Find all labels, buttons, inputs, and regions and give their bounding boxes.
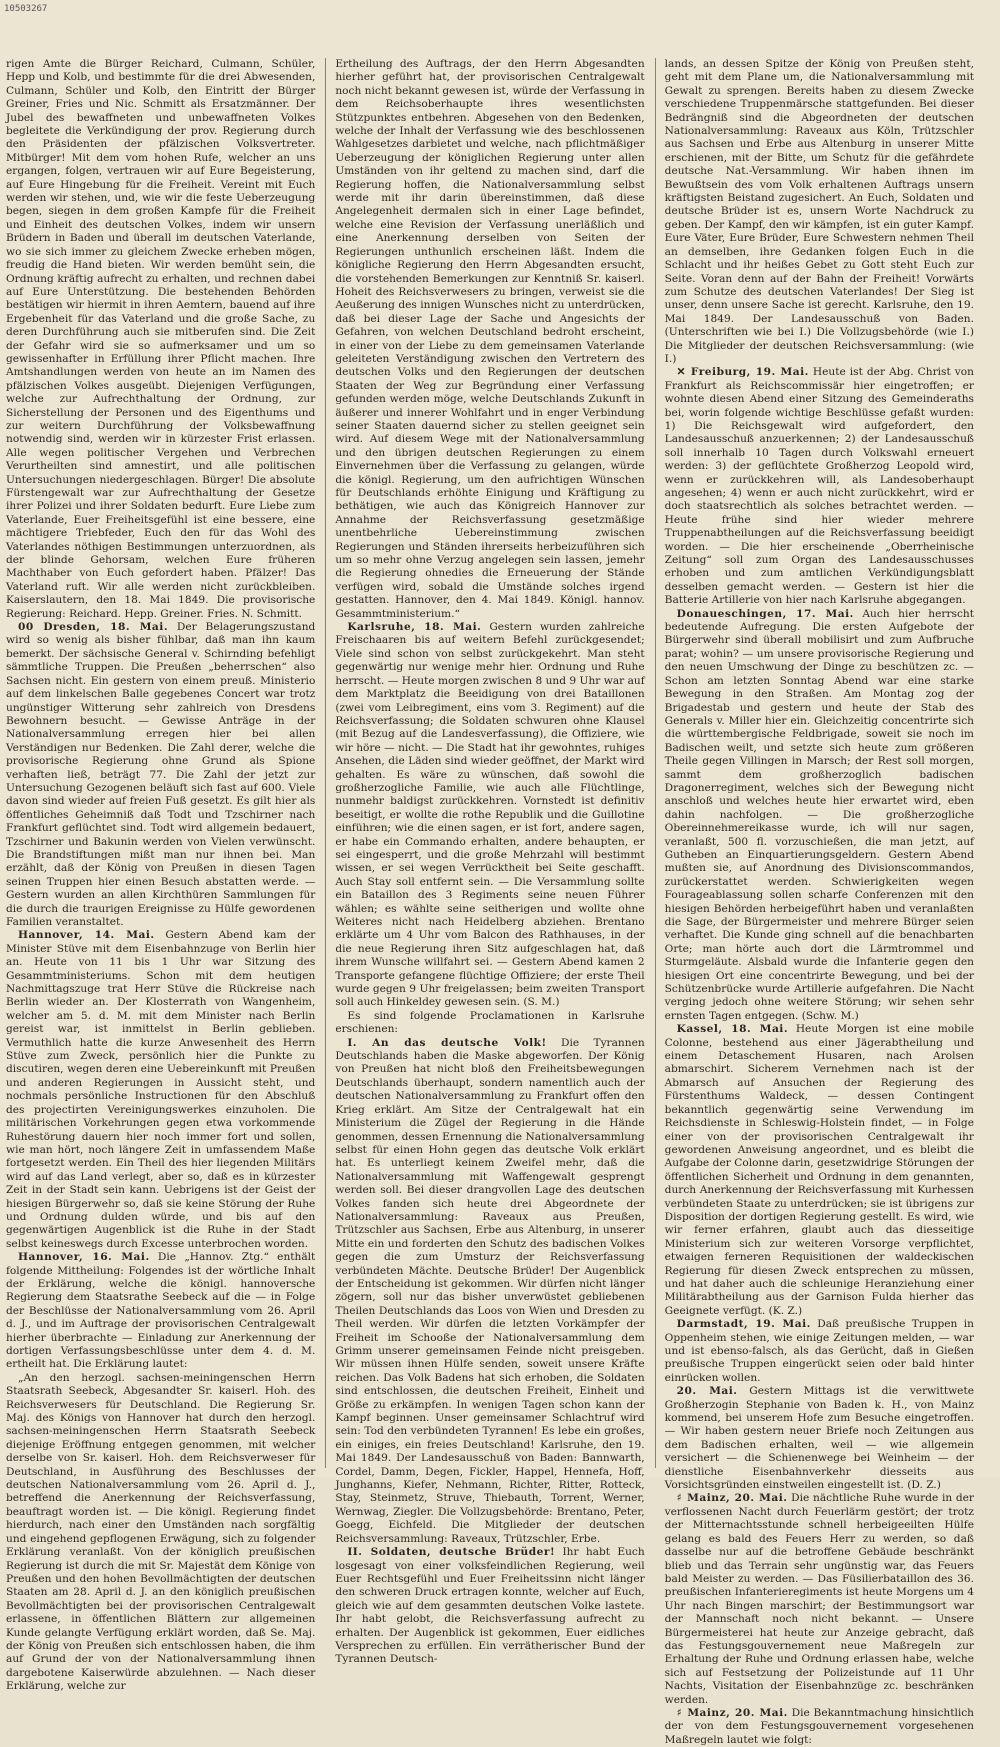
article-paragraph [6, 1372, 315, 1694]
article-paragraph [665, 1023, 974, 1318]
article-dateline: ♯ Mainz, 20. Mai. [676, 1492, 788, 1505]
article-paragraph [665, 1492, 974, 1707]
article-paragraph [6, 1251, 315, 1372]
article-text: Gestern Abend kam der Minister Stüve mit dem Eisenbahnzuge von Berlin hier an. Heute von 11 bis 1 Uhr war Sitzung des Gesammtministeriums. Schon mit dem heutigen Nachmittagszuge trat Herr Stüve die Rückreise nach Berlin wieder an. Der Klosterrath von Wangenheim, welcher am 5. d. M. mit dem Minister nach Berlin gereist war, ist inmittelst in Berlin geblieben. Vermuthlich hatte die kurze Anwesenheit des Herrn Stüve zum Zweck, persönlich hier die Punkte zu discutiren, wegen deren eine Uebereinkunft mit Preußen und anderen Regierungen in Aussicht steht, und nochmals persönliche Instructionen für den Abschluß des projectirten Vereinigungswerkes einzuholen. Die militärischen Vorkehrungen gegen etwa vorkommende Ruhestörung dauern hier noch immer fort und sollen, wie man hört, noch längere Zeit in umfassendem Maße fortgesetzt werden. Ein Theil des hier liegenden Militärs wird auf das Land verlegt, aber so, daß es in kürzester Zeit in der Stadt sein kann. Uebrigens ist der Geist der hiesigen Bürgerwehr so, daß sie keine Störung der Ruhe und Ordnung dulden würde, und bis auf den gegenwärtigen Augenblick ist die Ruhe in der Stadt selbst keineswegs durch Excesse unterbrochen worden. [6, 929, 316, 1250]
article-dateline: 20. Mai. [676, 1385, 738, 1398]
article-paragraph [335, 1037, 644, 1546]
article-dateline: 00 Dresden, 18. Mai. [18, 621, 169, 634]
page-id: 10503267 [4, 4, 48, 14]
article-text: Auch hier herrscht bedeutende Aufregung. Die ersten Aufgebote der Bürgerwehr sind überall mobilisirt und zum Aufbruche parat; wohin? — um unsere provisorische Regierung und den neuen Umschwung der Dinge zu beschützen zc. — Schon am letzten Sonntag Abend war eine starke Bewegung in den Straßen. Am Montag zog der Brigadestab und gestern und heute der Stab des Generals v. Miller hier ein. Gleichzeitig concentrirte sich die württembergische Feldbrigade, soweit sie noch im Badischen weilt, und setzte sich heute zum größeren Theile gegen Villingen in Marsch; der Rest soll morgen, sammt dem großherzoglich badischen Dragonerregiment, welches sich der Bewegung nicht anschloß und welches heute hier erwartet wird, eben dahin nachfolgen. — Die großherzogliche Obereinnehmereikasse wurde, ich will nur sagen, veranlaßt, 500 fl. vorzuschießen, die man jetzt, auf Gutheben an Einquartierungsgeldern. Gestern Abend mußten sie, auf Anordnung des Divisionscommandos, zurückerstattet werden. Schwierigkeiten wegen Fourageablassung sollen scharfe Conferenzen mit den hiesigen Behörden herbeigeführt haben und veranlaßten die Sage, der Bürgermeister und mehrere Bürger seien verhaftet. Die Kunde ging schnell auf die benachbarten Orte; man hörte auch dort die Lärmtrommel und Sturmgeläute. Alsbald wurde die Infanterie gegen den hiesigen Ort eine concentrirte Bewegung, und bei der Schützenbrücke wurde Artillerie aufgefahren. Die Nacht verging jedoch ohne weitere Störung; wir sehen sehr ernsten Tagen entgegen. (Schw. M.) [664, 607, 974, 1022]
article-paragraph [665, 608, 974, 1024]
article-text: Die nächtliche Ruhe wurde in der verflossenen Nacht durch Feuerlärm gestört; der trotz der Mitternachtsstunde schnell herbeigeeilten Hülfe gelang es bald des Feuers Herr zu werden, so daß dasselbe nur auf die betroffene Gebäude beschränkt blieb und das Terrain sehr ungünstig war, das Feuers bald Meister zu werden. — Das Füsilierbataillon des 36. preußischen Infanterieregiments ist heute Morgens um 4 Uhr nach Bingen marschirt; der Bestimmungsort war der Mannschaft noch nicht bekannt. — Unsere Bürgermeisterei hat heute zur Anzeige gebracht, daß das Festungsgouvernement neue Maßregeln zur Erhaltung der Ruhe und Ordnung erlassen habe, welche sich auf Festsetzung der Polizeistunde auf 11 Uhr Nachts, Visitation der Eisenbahnzüge zc. beschränken werden. [664, 1492, 974, 1706]
article-dateline: Darmstadt, 19. Mai. [676, 1318, 811, 1331]
article-text: Gestern Mittags ist die verwittwete Großherzogin Stephanie von Baden k. H., von Mainz kommend, bei unserem Hofe zum Besuche eingetroffen. — Wir haben gestern neuer Briefe noch Zeitungen aus dem Badischen erhalten, weil — wie allgemein versichert — die Schienenwege bei Weinheim — der dienstliche Eisenbahnverkehr diesseits aus Vorsichtsgründen einstweilen eingestellt ist. (D. Z.) [664, 1385, 974, 1492]
article-text: rigen Amte die Bürger Reichard, Culmann, Schüler, Hepp und Kolb, und bestimmte für die drei Abwesenden, Culmann, Schüler und Kolb, den Eintritt der Bürger Greiner, Fries und Nic. Schmitt als Ersatzmänner. Der Jubel des bewaffneten und unbewaffneten Volkes begleitete die Verkündigung der prov. Regierung durch den Präsidenten der pfälzischen Volksvertreter. Mitbürger! Mit dem vom hohen Rufe, welcher an uns ergangen, folgen, vertrauen wir auf Eure Begeisterung, auf Eure Hingebung für die Freiheit. Vereint mit Euch werden wir stehen, und, wie wir die feste Ueberzeugung begen, siegen in dem großen Kampfe für die Freiheit und Einheit des deutschen Volkes, indem wir unsern Brüdern in Baden und überall im deutschen Vaterlande, wo sie sich immer zu gleichem Zwecke erheben mögen, freudig die Hand bieten. Wir werden bemüht sein, die Ordnung kräftig aufrecht zu erhalten, und rechnen dabei auf Eure Unterstützung. Die bestehenden Behörden bestätigen wir hiermit in ihren Aemtern, bauend auf ihre Ergebenheit für das Vaterland und die große Sache, zu deren Durchführung auch sie mitberufen sind. Die Zeit der Gefahr wird sie so aufmerksamer und um so gewissenhafter in Erfüllung ihrer Pflicht machen. Ihre Amtshandlungen werden von heute an im Namen des pfälzischen Volkes ausgeübt. Diejenigen Verfügungen, welche zur Aufrechthaltung der Ordnung, zur Sicherstellung der Personen und des Eigenthums und zur weitern Durchführung der Volksbewaffnung notwendig sind, werden wir in kürzester Frist erlassen. Alle wegen politischer Vergehen und Verbrechen Verurtheilten sind amnestirt, und alle politischen Untersuchungen niedergeschlagen. Bürger! Die absolute Fürstengewalt war zur Aufrechthaltung der Gesetze ihrer Polizei und ihrer Soldaten bedurft. Eure Liebe zum Vaterlande, Euer Freiheitsgefühl ist eine bessere, eine mächtigere Triebfeder, Euch den für das Wohl des Vaterlandes nöthigen Bestimmungen unterzuordnen, als der blinde Gehorsam, welchen Eure früheren Machthaber von Euch gefordert haben. Pfälzer! Das Vaterland ruft. Wir alle werden nicht zurückbleiben. Kaiserslautern, den 18. Mai 1849. Die provisorische Regierung: Reichard. Hepp. Greiner. Fries. N. Schmitt. [6, 58, 316, 620]
article-paragraph [335, 621, 644, 1010]
article-paragraph [6, 58, 315, 621]
column-3 [655, 58, 974, 1746]
article-paragraph [665, 1385, 974, 1492]
article-dateline: ♯ Mainz, 20. Mai. [676, 1706, 788, 1719]
columns [6, 58, 974, 1746]
article-dateline: Hannover, 16. Mai. [18, 1251, 150, 1264]
article-dateline: Hannover, 14. Mai. [18, 929, 155, 942]
article-text: „An den herzogl. sachsen-meiningenschen Herrn Staatsrath Seebeck, Abgesandter Sr. kaiserl. Hoh. des Reichsverwesers für Deutschland. Die Regierung Sr. Maj. des Königs von Hannover hat durch den herzogl. sachsen-meiningenschen Herrn Staatsrath Seebeck diejenige Eröffnung entgegen genommen, mit welcher derselbe von Sr. kaiserl. Hoh. dem Reichsverweser für Deutschland, in Ausführung des Beschlusses der deutschen Nationalversammlung vom 26. April d. J., betreffend die Anerkennung der Reichsverfassung, beauftragt worden ist. — Die königl. Regierung findet hierdurch, nach einer den Umständen nach sorgfältig und eingehend gepflogenen Erwägung, sich zu folgender Erklärung veranlaßt. Von der königlich preußischen Regierung ist durch die mit Sr. Majestät dem Könige von Preußen und den hohen Bevollmächtigten der deutschen Staaten am 28. April d. J. an den königlich preußischen Bevollmächtigten bei der provisorischen Centralgewalt erlassene, in öffentlichen Blättern zur allgemeinen Kunde gelangte Verfügung erklärt worden, daß Se. Maj. der König von Preußen sich entschlossen haben, die ihm auf Grund der von der Nationalversammlung ihnen dargebotene Kaiserwürde abzulehnen. — Nach dieser Erklärung, welche zur [6, 1371, 316, 1693]
article-dateline: Donaueschingen, 17. Mai. [676, 607, 854, 620]
article-text: Heute Morgen ist eine mobile Colonne, bestehend aus einer Jägerabtheilung und einem Detaschement Husaren, nach Arolsen abmarschirt. Sicherem Vernehmen nach ist der Abmarsch auf Ansuchen der Regierung des Fürstenthums Waldeck, — dessen Contingent bekanntlich gegenwärtig seine Verwendung im Reichsdienste in Schleswig-Holstein findet, — in Folge einer von der provisorischen Centralgewalt ihr gewordenen Anweisung angeordnet, und es bleibt die Aufgabe der Colonne darin, gesetzwidrige Störungen der öffentlichen Sicherheit und Ordnung in dem genannten, durch Anerkennung der Reichsverfassung mit Kurhessen verbündeten Staate zu unterdrücken; sie ist übrigens zur Disposition der dortigen Regierung gestellt. Es wird, wie wir ferner erfahren, glaubt auch das diesseitige Ministerium sich zur weiteren Vorsorge verpflichtet, etwaigen ferneren Requisitionen der waldeckischen Regierung für diesen Zweck entsprechen zu müssen, und hat daher auch die schleunige Heranziehung einer Militärabtheilung aus der Garnison Fulda hierher das Geeignete verfügt. (K. Z.) [664, 1023, 974, 1317]
article-text: lands, an dessen Spitze der König von Preußen steht, geht mit dem Plane um, die Nationalversammlung mit Gewalt zu sprengen. Bereits haben zu diesem Zwecke verschiedene Truppenmärsche stattgefunden. Bei dieser Bedrängniß sind die Abgeordneten der deutschen Nationalversammlung: Raveaux aus Köln, Trützschler aus Sachsen und Erbe aus Altenburg in unserer Mitte erschienen, mit der Bitte, um Schutz für die gefährdete deutsche Nat.-Versammlung. Wir haben ihnen im Bewußtsein des vom Volk erhaltenen Auftrags unsern kräftigsten Beistand zugesichert. An Euch, Soldaten und deutsche Brüder ist es, unsern Worte Nachdruck zu geben. Der Kampf, den wir kämpfen, ist ein guter Kampf. Eure Väter, Eure Brüder, Eure Schwestern nehmen Theil an demselben, ihre Gedanken folgen Euch in die Schlacht und ihr heißes Gebet zu Gott steht Euch zur Seite. Voran denn auf der Bahn der Freiheit! Vorwärts zum Schutze des deutschen Vaterlandes! Der Sieg ist unser, denn unsere Sache ist gerecht. Karlsruhe, den 19. Mai 1849. Der Landesausschuß von Baden. (Unterschriften wie bei I.) Die Vollzugsbehörde (wie I.) Die Mitglieder der deutschen Reichsversammlung: (wie I.) [664, 58, 974, 365]
article-text: Ihr habt Euch losgesagt von einer volksfeindlichen Regierung, weil Euer Rechtsgefühl und Euer Freiheitssinn nicht länger den schweren Druck ertragen konnte, welcher auf Euch, gleich wie auf dem gesammten deutschen Volke lastete. Ihr habt gelobt, die Reichsverfassung aufrecht zu erhalten. Der Augenblick ist gekommen, Euer eidliches Versprechen zu erfüllen. Ein verrätherischer Bund der Tyrannen Deutsch- [335, 1546, 645, 1666]
article-paragraph [6, 621, 315, 929]
article-text: Die „Hannov. Ztg.“ enthält folgende Mittheilung: Folgendes ist der wörtliche Inhalt der Erklärung, welche die königl. hannoversche Regierung dem Staatsrathe Seebeck auf die — in Folge der Beschlüsse der Nationalversammlung vom 26. April d. J., und im Auftrage der provisorischen Centralgewalt hierher überbrachte — Einladung zur Anerkennung der dortigen Verfassungsbeschlüsse unter dem 4. d. M. ertheilt hat. Die Erklärung lautet: [6, 1251, 316, 1371]
article-paragraph [665, 58, 974, 366]
column-1 [6, 58, 316, 1693]
article-dateline: I. An das deutsche Volk! [347, 1036, 547, 1049]
column-2 [325, 58, 645, 1666]
article-dateline: Karlsruhe, 18. Mai. [347, 621, 482, 634]
article-paragraph [335, 1010, 644, 1037]
article-paragraph [665, 366, 974, 607]
article-text: Die Bekanntmachung hinsichtlich der von dem Festungsgouvernement vorgesehenen Maßregeln lautet wie folgt: [664, 1706, 974, 1746]
article-paragraph [335, 58, 644, 621]
article-dateline: ✕ Freiburg, 19. Mai. [676, 366, 809, 379]
article-paragraph [665, 1318, 974, 1385]
article-text: Daß preußische Truppen in Oppenheim stehen, wie einige Zeitungen melden, — war und ist ebenso-falsch, als das Gerücht, daß in Gießen preußische Truppen eingerückt seien oder bald hinter einrücken wollen. [664, 1318, 974, 1384]
article-paragraph [665, 1707, 974, 1747]
article-paragraph [6, 929, 315, 1251]
article-text: Ertheilung des Auftrags, der den Herrn Abgesandten hierher geführt hat, der provisorischen Centralgewalt noch nicht bekannt gewesen ist, würde der Verfassung in dem Reichsoberhaupte ihres wesentlichsten Stützpunktes entbehren. Abgesehen von den Bedenken, welche der Inhalt der Verfassung wie des beschlossenen Wahlgesetzes darbietet und welche, nach pflichtmäßiger Ueberzeugung der königlichen Regierung unter allen Umständen von ihr geltend zu machen sind, darf die Regierung hoffen, die Nationalversammlung selbst werde mit ihr darin übereinstimmen, daß diese Angelegenheit dermalen sich in einer Lage befindet, welche eine Revision der Verfassung unerläßlich und eine Anerkennung derselben von Seiten der Regierungen unthunlich erscheinen läßt. Indem die königliche Regierung den Herrn Abgesandten ersucht, die vorstehenden Bemerkungen zur Kenntniß Sr. kaiserl. Hoheit des Reichsverwesers zu bringen, verweist sie die Aeußerung des innigen Wunsches nicht zu unterdrücken, daß bei dieser Lage der Sache und Angesichts der Gefahren, von welchen Deutschland bedroht erscheint, in einer von der Liebe zu dem gemeinsamen Vaterlande geleiteten Verständigung zwischen den Vertretern des deutschen Volks und den Regierungen der deutschen Staaten der Weg zur Begründung einer Verfassung gefunden werden möge, welche Deutschlands Zukunft in äußerer und innerer Wohlfahrt und in enger Verbindung seiner Staaten dauernd sicher zu stellen geeignet sein wird. Auf diesem Wege mit der Nationalversammlung und den übrigen deutschen Regierungen zu einem Einvernehmen über die Verfassung zu gelangen, würde die königl. Regierung, um den aufrichtigen Wünschen für Deutschlands erhöhte Einigung und Kräftigung zu bethätigen, wie auch das Königreich Hannover zur Annahme der Reichsverfassung gesetzmäßige unentbehrliche Uebereinstimmung zwischen Regierungen und Ständen ihrerseits herbeizuführen sich um so mehr ohne Verzug angelegen sein lassen, jemehr die Regierung ohnedies die Erneuerung der Stände verfügen wird, sobald die Umstände solches irgend gestatten. Hannover, den 4. Mai 1849. Königl. hannov. Gesammtministerium.“ [335, 58, 645, 620]
article-text: Heute ist der Abg. Christ von Frankfurt als Reichscommissär hier eingetroffen; er wohnte diesen Abend einer Sitzung des Gemeinderaths bei, worin folgende wichtige Beschlüsse gefaßt wurden: 1) Die Reichsgewalt wird aufgefordert, den Landesausschuß anzuerkennen; 2) der Landesausschuß soll innerhalb 10 Tagen durch Volkswahl erneuert werden: 3) der geflüchtete Großherzog Leopold wird, wenn er zurückkehren will, als Landesoberhaupt angesehen; 4) wenn er auch nicht zurückkehrt, wird er doch staatsrechtlich als solches betrachtet werden. — Heute frühe sind hier wieder mehrere Truppenabtheilungen auf die Reichsverfassung beeidigt worden. — Die hier erscheinende „Oberrheinische Zeitung“ soll zum Organ des Landesausschusses erhoben und zum amtlichen Verkündigungsblatt desselben gemacht werden. — Gestern ist hier die Batterie Artillerie von hier nach Karlsruhe abgegangen. [664, 366, 974, 607]
article-text: Gestern wurden zahlreiche Freischaaren bis auf weitern Befehl zurückgesendet; Viele sind schon von selbst zurückgekehrt. Man steht gegenwärtig nur wenige mehr hier. Ordnung und Ruhe herrscht. — Heute morgen zwischen 8 und 9 Uhr war auf dem Marktplatz die Beeidigung von drei Bataillonen (zwei vom Leibregiment, eins vom 3. Regiment) auf die Reichsverfassung; die Soldaten schwuren ohne Klausel (mit Bezug auf die Landesverfassung), die Offiziere, wie wir höre — nicht. — Die Stadt hat ihr gewohntes, ruhiges Ansehen, die Läden sind wieder geöffnet, der Markt wird gehalten. Es wäre zu wünschen, daß sowohl die großherzogliche Familie, wie auch alle Flüchtlinge, nunmehr baldigst zurückkehren. Vornstedt ist definitiv beseitigt, er wollte die rothe Republik und die Guillotine einführen; wie die einen sagen, er ist fort, andere sagen, er habe ein Commando erhalten, andere behaupten, er sei eingesperrt, und die große Mehrzahl will bestimmt wissen, er sei wegen Verrücktheit bei Seite geschafft. Auch Stay soll entfernt sein. — Die Versammlung sollte ein Bataillon des 3 Regiments seine neuen Führer wählen; es wählte seine seitherigen und wollte ohne Weiteres nicht nach Heidelberg abziehen. Brentano erklärte um 4 Uhr vom Balcon des Rathhauses, in der die neue Regierung ihren Sitz aufgeschlagen hat, daß ihrem Wunsche willfahrt sei. — Gestern Abend kamen 2 Transporte gefangene flüchtige Offiziere; der erste Theil wurde gegen 9 Uhr freigelassen; beim zweiten Transport soll auch Hinkeldey gewesen sein. (S. M.) [335, 621, 645, 1009]
article-dateline: II. Soldaten, deutsche Brüder! [347, 1546, 556, 1559]
article-text: Der Belagerungszustand wird so wenig als bisher fühlbar, daß man ihn kaum bemerkt. Der sächsische General v. Schirnding befehligt sämmtliche Truppen. Die Preußen „beherrschen“ also Sachsen nicht. Ein gestern von einem preuß. Ministerio auf dem linkelschen Balle gegebenes Concert war trotz ungünstiger Witterung sehr zahlreich von Dresdens Bewohnern besucht. — Gewisse Anträge in der Nationalversammlung erregen hier bei allen Verständigen nur Bedenken. Die Zahl derer, welche die provisorische Regierung ohne Grund als Spione verhaften ließ, beträgt 77. Die Zahl der jetzt zur Untersuchung Gezogenen beläuft sich fast auf 600. Viele davon sind wieder auf freien Fuß gesetzt. Es gilt hier als öffentliches Geheimniß daß Todt und Tzschirner nach Frankfurt geflüchtet sind. Todt wird allgemein bedauert, Tzschirner und Bakunin werden von Vielen verwünscht. Die Brandstiftungen mißt man nur ihnen bei. Man erzählt, daß der König von Preußen in diesen Tagen seinen Truppen hier einen Besuch abstatten werde. — Gestern wurden an allen Kirchthüren Sammlungen für die durch die traurigen Ereignisse zu Hülfe gewordenen Familien veranstaltet. [6, 621, 316, 928]
article-paragraph [335, 1546, 644, 1667]
article-text: Die Tyrannen Deutschlands haben die Maske abgeworfen. Der König von Preußen hat nicht bloß den Freiheitsbewegungen Deutschlands überhaupt, sondern namentlich auch der deutschen Nationalversammlung zu Frankfurt offen den Krieg erklärt. Am Sitze der Centralgewalt hat ein Ministerium die Zügel der Regierung in die Hände genommen, dessen Ernennung die Nationalversammlung selbst für einen Hohn gegen das deutsche Volk erklärt hat. Es unterliegt keinem Zweifel mehr, daß die Nationalversammlung mit Waffengewalt gesprengt werden soll. Bei dieser drangvollen Lage des deutschen Volkes fanden sich heute drei Abgeordnete der Nationalversammlung: Raveaux aus Preußen, Trützschler aus Sachsen, Erbe aus Altenburg, in unserer Mitte ein und forderten den Schutz des badischen Volkes gegen die zum Umsturz der Reichsverfassung verbündeten Mächte. Deutsche Brüder! Der Augenblick der Entscheidung ist gekommen. Wir dürfen nicht länger zögern, soll nur das bisher unverwüstet gebliebenen Theilen Deutschlands das Loos von Wien und Dresden zu Theil werden. Wir dürfen die letzten Vorkämpfer der Freiheit im Schooße der Nationalversammlung dem Grimm unserer gemeinsamen Feinde nicht preisgeben. Wir müssen ihnen Hülfe senden, soweit unsere Kräfte reichen. Das Volk Badens hat sich erhoben, die Soldaten sind entschlossen, die deutschen Freiheit, Einheit und Größe zu erkämpfen. In wenigen Tagen schon kann der Kampf beginnen. Unser gemeinsamer Schlachtruf wird sein: Tod den verbündeten Tyrannen! Es lebe ein großes, ein einiges, ein freies Deutschland! Karlsruhe, den 19. Mai 1849. Der Landesausschuß von Baden: Bannwarth, Cordel, Damm, Degen, Fickler, Happel, Hennefa, Hoff, Junghanns, Kiefer, Nehmann, Richter, Ritter, Rotteck, Stay, Steinmetz, Struve, Thiebauth, Torrent, Werner, Wernwag, Ziegler. Die Vollzugsbehörde: Brentano, Peter, Goegg, Eichfeld. Die Mitglieder der deutschen Reichsversammlung: Raveaux, Trützschler, Erbe. [335, 1036, 645, 1545]
article-text: Es sind folgende Proclamationen in Karlsruhe erschienen: [335, 1009, 645, 1036]
article-dateline: Kassel, 18. Mai. [676, 1023, 789, 1036]
